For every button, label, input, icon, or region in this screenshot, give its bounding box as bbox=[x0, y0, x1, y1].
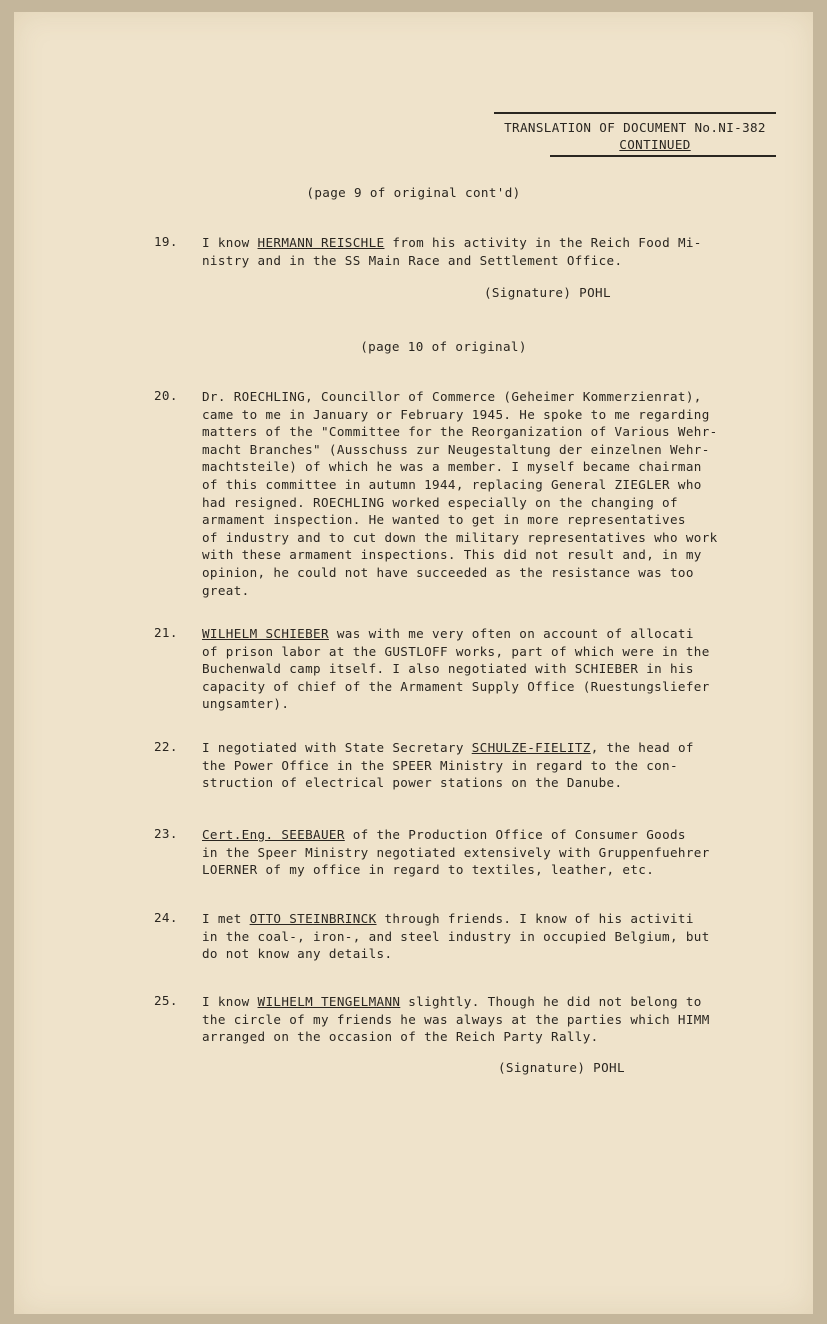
underlined-name: SCHULZE-FIELITZ bbox=[471, 740, 591, 755]
paragraph-22 bbox=[154, 739, 782, 792]
line-text: , the head of bbox=[590, 740, 694, 755]
signature-1: (Signature) POHL bbox=[484, 285, 611, 300]
line-text: armament inspection. He wanted to get in more representatives bbox=[202, 512, 686, 528]
line-text: of prison labor at the GUSTLOFF works, part of which were in the bbox=[202, 643, 710, 659]
paragraph-21 bbox=[154, 625, 782, 713]
paragraph-line bbox=[202, 406, 782, 424]
paragraph-25 bbox=[154, 993, 782, 1046]
line-text: I know bbox=[202, 994, 258, 1009]
paragraph-line bbox=[202, 993, 782, 1011]
line-text: I know bbox=[202, 235, 258, 250]
page-note-9: (page 9 of original cont'd) bbox=[306, 185, 521, 200]
paragraph-20 bbox=[154, 388, 782, 599]
header-title: TRANSLATION OF DOCUMENT No.NI-382 bbox=[504, 120, 766, 135]
paragraph-line bbox=[202, 695, 782, 713]
line-text: opinion, he could not have succeeded as the resistance was too bbox=[202, 564, 694, 580]
paragraph-line bbox=[202, 861, 782, 879]
paragraph-line bbox=[202, 660, 782, 678]
paragraph-line bbox=[202, 625, 782, 643]
line-text: of industry and to cut down the military representatives who work bbox=[202, 529, 718, 545]
underlined-name: OTTO STEINBRINCK bbox=[249, 911, 377, 926]
page-note-10: (page 10 of original) bbox=[360, 339, 527, 354]
paragraph-number: 19. bbox=[154, 234, 178, 249]
paragraph-line bbox=[202, 643, 782, 661]
paragraph-line bbox=[202, 739, 782, 757]
line-text: arranged on the occasion of the Reich Party Rally. bbox=[202, 1029, 599, 1045]
line-text: Dr. ROECHLING, Councillor of Commerce (Geheimer Kommerzienrat), bbox=[202, 389, 702, 404]
paragraph-line bbox=[202, 582, 782, 600]
line-text: with these armament inspections. This did not result and, in my bbox=[202, 547, 702, 563]
paragraph-line bbox=[202, 1028, 782, 1046]
paragraph-24 bbox=[154, 910, 782, 963]
paragraph-line bbox=[202, 252, 782, 270]
line-text: the circle of my friends he was always at the parties which HIMM bbox=[202, 1011, 710, 1027]
header-rule bbox=[550, 155, 776, 157]
line-text: LOERNER of my office in regard to textiles, leather, etc. bbox=[202, 862, 655, 878]
document-page bbox=[14, 12, 813, 1314]
line-text: ungsamter). bbox=[202, 696, 290, 712]
paragraph-line bbox=[202, 757, 782, 775]
paragraph-line bbox=[202, 774, 782, 792]
paragraph-line bbox=[202, 388, 782, 406]
underlined-name: WILHELM SCHIEBER bbox=[202, 626, 329, 641]
underlined-name: HERMANN REISCHLE bbox=[257, 235, 385, 250]
line-text: in the Speer Ministry negotiated extensively with Gruppenfuehrer bbox=[202, 844, 710, 860]
line-text: matters of the "Committee for the Reorganization of Various Wehr- bbox=[202, 424, 718, 440]
line-text: struction of electrical power stations on the Danube. bbox=[202, 775, 623, 791]
signature-2: (Signature) POHL bbox=[498, 1060, 625, 1075]
underlined-name: WILHELM TENGELMANN bbox=[257, 994, 401, 1009]
line-text: through friends. I know of his activiti bbox=[376, 911, 694, 926]
line-text: capacity of chief of the Armament Supply Office (Ruestungsliefer bbox=[202, 678, 710, 694]
line-text: of the Production Office of Consumer Goods bbox=[344, 827, 686, 842]
paragraph-line bbox=[202, 494, 782, 512]
line-text: nistry and in the SS Main Race and Settlement Office. bbox=[202, 252, 623, 268]
paragraph-line bbox=[202, 678, 782, 696]
paragraph-number: 23. bbox=[154, 826, 178, 841]
line-text: I negotiated with State Secretary bbox=[202, 740, 472, 755]
line-text: macht Branches" (Ausschuss zur Neugestaltung der einzelnen Wehr- bbox=[202, 441, 710, 457]
line-text: machtsteile) of which he was a member. I myself became chairman bbox=[202, 459, 702, 475]
paragraph-line bbox=[202, 441, 782, 459]
paragraph-number: 20. bbox=[154, 388, 178, 403]
line-text: of this committee in autumn 1944, replacing General ZIEGLER who bbox=[202, 476, 702, 492]
line-text: in the coal-, iron-, and steel industry in occupied Belgium, but bbox=[202, 928, 710, 944]
paragraph-line bbox=[202, 910, 782, 928]
paragraph-19 bbox=[154, 234, 782, 269]
header-subtitle: CONTINUED bbox=[619, 137, 691, 152]
paragraph-line bbox=[202, 476, 782, 494]
paragraph-line bbox=[202, 546, 782, 564]
line-text: great. bbox=[202, 582, 250, 598]
underlined-name: Cert.Eng. SEEBAUER bbox=[202, 827, 345, 842]
paragraph-line bbox=[202, 423, 782, 441]
line-text: do not know any details. bbox=[202, 946, 393, 962]
paragraph-number: 21. bbox=[154, 625, 178, 640]
paragraph-line bbox=[202, 529, 782, 547]
line-text: the Power Office in the SPEER Ministry in regard to the con- bbox=[202, 757, 678, 773]
paragraph-number: 25. bbox=[154, 993, 178, 1008]
paragraph-line bbox=[202, 826, 782, 844]
paragraph-line bbox=[202, 511, 782, 529]
line-text: Buchenwald camp itself. I also negotiated with SCHIEBER in his bbox=[202, 661, 694, 677]
document-header bbox=[494, 112, 776, 157]
line-text: from his activity in the Reich Food Mi- bbox=[384, 235, 702, 250]
paragraph-number: 24. bbox=[154, 910, 178, 925]
paragraph-line bbox=[202, 458, 782, 476]
paragraph-number: 22. bbox=[154, 739, 178, 754]
paragraph-line bbox=[202, 564, 782, 582]
line-text: had resigned. ROECHLING worked especially on the changing of bbox=[202, 494, 678, 510]
paragraph-line bbox=[202, 234, 782, 252]
paragraph-line bbox=[202, 844, 782, 862]
line-text: was with me very often on account of allocati bbox=[328, 626, 694, 641]
line-text: slightly. Though he did not belong to bbox=[400, 994, 702, 1009]
paragraph-line bbox=[202, 1011, 782, 1029]
line-text: I met bbox=[202, 911, 250, 926]
paragraph-line bbox=[202, 945, 782, 963]
paragraph-23 bbox=[154, 826, 782, 879]
paragraph-line bbox=[202, 928, 782, 946]
line-text: came to me in January or February 1945. He spoke to me regarding bbox=[202, 406, 710, 422]
